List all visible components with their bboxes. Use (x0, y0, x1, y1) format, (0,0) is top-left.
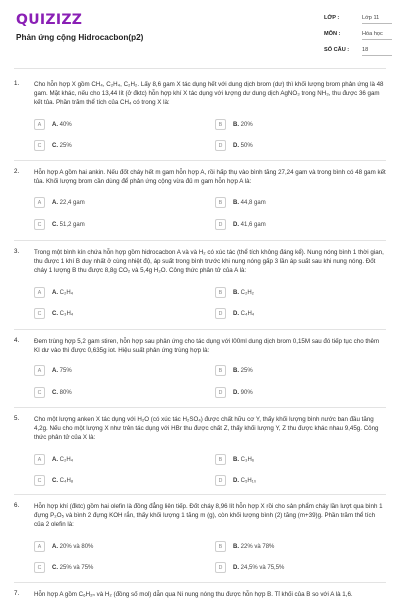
option-letter-box: D (215, 562, 226, 573)
option-label: C. (52, 142, 58, 149)
option-letter-box: D (215, 475, 226, 486)
option-text: 75% (59, 367, 72, 374)
option-label: D. (233, 221, 239, 228)
question-divider (14, 407, 386, 408)
option-d[interactable] (215, 218, 266, 231)
option-letter-box: A (34, 541, 45, 552)
option-text: 44,8 gam (240, 199, 266, 206)
question-text: Cho hỗn hợp X gồm CH₄, C₂H₄, C₂H₂. Lấy 8,6 gam X tác dụng hết với dung dịch brom (dư) thì khối lượng brom phản ứng là 48 gam. Mặt khác, nếu cho 13,44 lít (ở đktc) hỗn hợp khí X tác dụng với lượng dư dung dịch AgNO₃ trong NH₃, thu được 36 gam kết tủa. Phần trăm thể tích của CH₄ có trong X là: (34, 81, 384, 106)
meta-row-class (324, 10, 392, 26)
option-d[interactable] (215, 386, 253, 399)
worksheet-header (0, 0, 400, 66)
option-label: B. (233, 289, 239, 296)
option-letter-box: D (215, 140, 226, 151)
option-label: C. (52, 310, 58, 317)
option-text: C₅H₁₀ (240, 477, 257, 484)
option-letter-box: A (34, 365, 45, 376)
question-divider (14, 329, 386, 330)
meta-value: Hóa học (362, 28, 392, 40)
option-letter-box: C (34, 387, 45, 398)
option-b[interactable] (215, 286, 254, 299)
option-label: D. (233, 310, 239, 317)
option-b[interactable] (215, 118, 253, 131)
option-b[interactable] (215, 196, 266, 209)
option-letter-box: B (215, 365, 226, 376)
option-c[interactable] (34, 474, 73, 487)
option-label: A. (52, 543, 58, 550)
meta-panel (324, 10, 392, 58)
option-c[interactable] (34, 218, 85, 231)
option-letter-box: B (215, 287, 226, 298)
option-text: 90% (240, 389, 253, 396)
question-number: 3. (14, 248, 20, 255)
option-letter-box: C (34, 308, 45, 319)
meta-label: LỚP : (324, 15, 340, 21)
question-number: 4. (14, 337, 20, 344)
question-number: 7. (14, 590, 20, 597)
option-text: 25% và 75% (59, 564, 94, 571)
option-label: C. (52, 564, 58, 571)
option-letter-box: A (34, 197, 45, 208)
option-letter-box: B (215, 197, 226, 208)
option-label: A. (52, 199, 58, 206)
meta-label: SỐ CÂU : (324, 47, 350, 53)
option-label: B. (233, 121, 239, 128)
option-letter-box: A (34, 287, 45, 298)
option-text: 50% (240, 142, 253, 149)
meta-row-count (324, 42, 392, 58)
option-label: A. (52, 456, 58, 463)
option-label: C. (52, 221, 58, 228)
option-b[interactable] (215, 540, 274, 553)
option-c[interactable] (34, 139, 72, 152)
option-label: B. (233, 199, 239, 206)
option-label: D. (233, 142, 239, 149)
meta-row-subject (324, 26, 392, 42)
option-a[interactable] (34, 196, 85, 209)
option-text: 40% (59, 121, 72, 128)
question-number: 1. (14, 80, 20, 87)
meta-value: Lớp 11 (362, 12, 392, 24)
option-a[interactable] (34, 364, 72, 377)
question-text: Hỗn hợp A gồm hai ankin. Nếu đốt cháy hết m gam hỗn hợp A, rồi hấp thụ vào bình tăng 27,24 gam và trong bình có 48 gam kết tủa. Khối lượng brom cần dùng để phản ứng cộng vừa đủ m gam hỗn hợp A là: (34, 169, 386, 185)
option-text: 20% (240, 121, 253, 128)
option-b[interactable] (215, 364, 253, 377)
question-text: Hỗn hợp A gồm C₆H₂ₙ và H₂ (đồng số mol) dẫn qua Ni nung nóng thu được hỗn hợp B. Tỉ khối của B so với A là 1,6. (34, 591, 353, 598)
option-c[interactable] (34, 561, 93, 574)
option-label: B. (233, 367, 239, 374)
option-letter-box: D (215, 219, 226, 230)
question-number: 6. (14, 502, 20, 509)
option-label: A. (52, 367, 58, 374)
option-c[interactable] (34, 307, 73, 320)
option-text: 24,5% và 75,5% (240, 564, 285, 571)
option-text: C₂H₂ (240, 289, 254, 296)
question-text: Hỗn hợp khí (đktc) gồm hai olefin là đồng đẳng liên tiếp. Đốt cháy 8,96 lít hỗn hợp X rồi cho sản phẩm cháy lần lượt qua bình 1 đựng P₂O₅ và bình 2 đựng KOH rắn, thấy khối lượng 1 tăng m (g), còn khối lượng bình (2) tăng (m+39)g. Phần trăm thể tích của 2 olefin là: (34, 503, 383, 528)
option-text: C₄H₈ (59, 477, 74, 484)
option-letter-box: D (215, 308, 226, 319)
question-number: 5. (14, 415, 20, 422)
option-text: 25% (59, 142, 72, 149)
header-divider (14, 68, 386, 69)
question-number: 2. (14, 168, 20, 175)
option-label: D. (233, 389, 239, 396)
option-letter-box: D (215, 387, 226, 398)
option-text: 41,6 gam (240, 221, 266, 228)
option-d[interactable] (215, 307, 254, 320)
option-letter-box: B (215, 541, 226, 552)
question-text: Trong một bình kín chứa hỗn hợp gồm hidrocacbon A và và H₂ có xúc tác (thể tích không đáng kể). Nung nóng bình 1 thời gian, thu được 1 khí B duy nhất ở cùng nhiệt độ, áp suất trong bình trước khi nung nóng gấp 3 lần áp suất sau khi nung nóng. Đốt cháy 1 lượng B thu được 8,8g CO₂ và 5,4g H₂O. Công thức phân tử của A là: (34, 249, 384, 274)
question-divider (14, 582, 386, 583)
option-text: C₃H₆ (240, 456, 255, 463)
question-divider (14, 240, 386, 241)
option-letter-box: A (34, 119, 45, 130)
option-label: A. (52, 121, 58, 128)
option-a[interactable] (34, 453, 73, 466)
option-d[interactable] (215, 474, 256, 487)
option-label: D. (233, 564, 239, 571)
option-a[interactable] (34, 286, 73, 299)
option-letter-box: B (215, 119, 226, 130)
option-letter-box: C (34, 475, 45, 486)
option-label: A. (52, 289, 58, 296)
question-divider (14, 494, 386, 495)
page-title: Phản ứng cộng Hidrocacbon(p2) (16, 33, 144, 42)
option-text: C₃H₄ (59, 310, 74, 317)
option-b[interactable] (215, 453, 254, 466)
option-label: B. (233, 543, 239, 550)
option-label: C. (52, 477, 58, 484)
option-letter-box: B (215, 454, 226, 465)
meta-label: MÔN : (324, 31, 341, 37)
option-text: C₂H₄ (59, 289, 74, 296)
question-text: Cho một lượng anken X tác dụng với H₂O (có xúc tác H₂SO₄) được chất hữu cơ Y, thấy khối lượng bình nước ban đầu tăng 4,2g. Nếu cho một lượng X như trên tác dụng với HBr thu được chất Z, thấy khối lượng Y, Z thu được khác nhau 9,45g. Công thức phân tử của X là: (34, 416, 379, 441)
option-letter-box: A (34, 454, 45, 465)
option-text: 20% và 80% (59, 543, 94, 550)
option-text: 22% và 78% (240, 543, 275, 550)
brand-logo: QUIZIZZ (16, 12, 83, 28)
option-d[interactable] (215, 561, 284, 574)
option-letter-box: C (34, 562, 45, 573)
option-a[interactable] (34, 540, 93, 553)
option-a[interactable] (34, 118, 72, 131)
question-text: Đem trùng hợp 5,2 gam stiren, hỗn hợp sau phản ứng cho tác dụng với l00ml dung dịch brom 0,15M sau đó tiếp tục cho thêm KI dư vào thì được 0,635g iot. Hiệu suất phản ứng trùng hợp là: (34, 338, 380, 354)
option-text: 22,4 gam (59, 199, 85, 206)
option-label: C. (52, 389, 58, 396)
option-text: 80% (59, 389, 72, 396)
question-divider (14, 160, 386, 161)
option-c[interactable] (34, 386, 72, 399)
option-letter-box: C (34, 140, 45, 151)
option-text: C₄H₄ (240, 310, 255, 317)
option-label: B. (233, 456, 239, 463)
option-d[interactable] (215, 139, 253, 152)
question-7 (0, 590, 400, 600)
option-text: 25% (240, 367, 253, 374)
option-letter-box: C (34, 219, 45, 230)
meta-value: 18 (362, 44, 392, 56)
option-text: C₂H₄ (59, 456, 74, 463)
option-label: D. (233, 477, 239, 484)
option-text: 51,2 gam (59, 221, 85, 228)
